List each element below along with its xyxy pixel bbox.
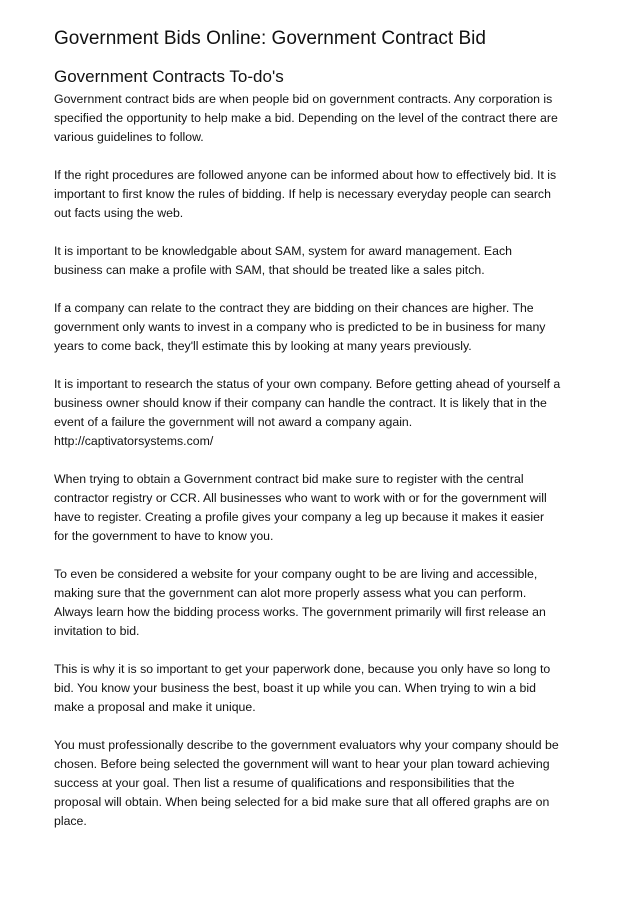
paragraph-3: It is important to be knowledgable about SAM, system for award management. Each business can make a profile with SAM, that should be treated like a sales pitch.: [54, 244, 512, 277]
document-page: [54, 26, 588, 850]
paragraph-7: To even be considered a website for your company ought to be are living and accessible, making sure that the government can alot more properly assess what you can perform. Always learn how the bidding process works. The government primarily will first release an invitation to bid.: [54, 567, 546, 638]
paragraph-1: Government contract bids are when people bid on government contracts. Any corporation is specified the opportunity to help make a bid. Depending on the level of the contract there are various guidelines to follow.: [54, 92, 558, 144]
document-title: Government Bids Online: Government Contract Bid: [54, 28, 486, 49]
paragraph-9: You must professionally describe to the government evaluators why your company should be chosen. Before being selected the government will want to hear your plan toward achieving success at your goal. Then list a resume of qualifications and responsibilities that the proposal will obtain. When being selected for a bid make sure that all offered graphs are on place.: [54, 738, 559, 828]
paragraph-2: If the right procedures are followed anyone can be informed about how to effectively bid. It is important to first know the rules of bidding. If help is necessary everyday people can search out facts using the web.: [54, 168, 557, 220]
paragraph-4: If a company can relate to the contract they are bidding on their chances are higher. The government only wants to invest in a company who is predicted to be in business for many years to come back, they'll estimate this by looking at many years previously.: [54, 301, 546, 353]
paragraph-6: When trying to obtain a Government contract bid make sure to register with the central contractor registry or CCR. All businesses who want to work with or for the government will have to register. Creating a profile gives your company a leg up because it makes it easier for the government to have to know you.: [54, 472, 547, 543]
section-heading: Government Contracts To-do's: [54, 67, 284, 86]
paragraph-8: This is why it is so important to get your paperwork done, because you only have so long to bid. You know your business the best, boast it up while you can. When trying to win a bid make a proposal and make it unique.: [54, 662, 551, 714]
paragraph-5: It is important to research the status of your own company. Before getting ahead of yourself a business owner should know if their company can handle the contract. It is likely that in the event of a failure the government will not award a company again. http://captivatorsystems.com/: [54, 377, 561, 448]
